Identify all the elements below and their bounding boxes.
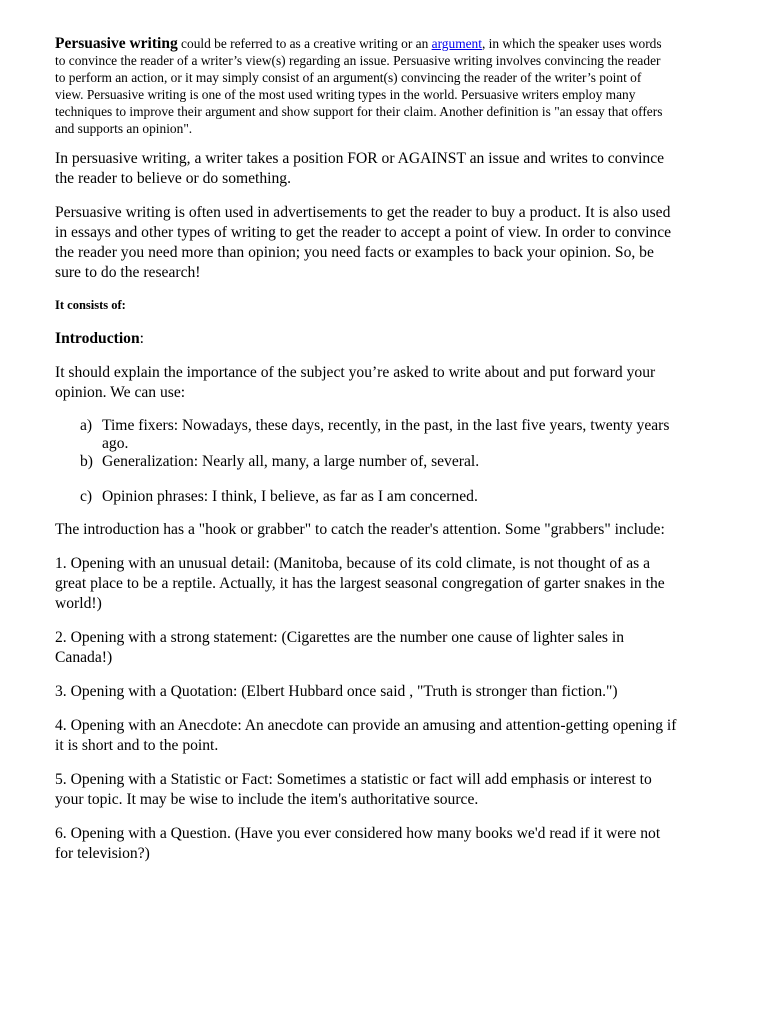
intro-text-before-link: could be referred to as a creative writing or an xyxy=(177,36,432,51)
introduction-heading-colon: : xyxy=(139,330,144,348)
list-item-text: Generalization: Nearly all, many, a large number of, several. xyxy=(102,453,480,471)
grabber-item: 1. Opening with an unusual detail: (Manitoba, because of its cold climate, is not thought of as a great place to be a reptile. Actually, it has the largest seasonal congregation of garter snakes in the world!) xyxy=(55,555,665,613)
argument-link[interactable]: argument xyxy=(431,36,482,51)
grabber-item: 3. Opening with a Quotation: (Elbert Hubbard once said , "Truth is stronger than fiction.") xyxy=(55,683,618,701)
introduction-heading xyxy=(55,329,768,349)
use-list xyxy=(80,417,680,506)
grabber-item: 2. Opening with a strong statement: (Cigarettes are the number one cause of lighter sales in Canada!) xyxy=(55,629,625,667)
list-marker: b) xyxy=(80,453,93,471)
list-marker: c) xyxy=(80,488,93,506)
position-paragraph: In persuasive writing, a writer takes a position FOR or AGAINST an issue and writes to convince the reader to believe or do something. xyxy=(55,150,665,188)
list-item xyxy=(80,417,680,453)
hook-paragraph: The introduction has a "hook or grabber" to catch the reader's attention. Some "grabbers" include: xyxy=(55,521,665,539)
grabber-item: 4. Opening with an Anecdote: An anecdote can provide an amusing and attention-getting opening if it is short and to the point. xyxy=(55,717,677,755)
grabber-item: 5. Opening with a Statistic or Fact: Sometimes a statistic or fact will add emphasis or interest to your topic. It may be wise to include the item's authoritative source. xyxy=(55,771,652,809)
list-item xyxy=(80,488,680,506)
list-item-text: Time fixers: Nowadays, these days, recently, in the past, in the last five years, twenty years ago. xyxy=(102,417,670,453)
list-marker: a) xyxy=(80,417,93,435)
usage-paragraph: Persuasive writing is often used in advertisements to get the reader to buy a product. It is also used in essays and other types of writing to get the reader to accept a point of view. In order to convince the reader you need more than opinion; you need facts or examples to back your opinion. So, be sure to do the research! xyxy=(55,204,672,282)
consists-of-label: It consists of: xyxy=(55,298,126,313)
introduction-heading-text: Introduction xyxy=(55,330,140,348)
intro-lead-term: Persuasive writing xyxy=(55,35,178,52)
grabber-item: 6. Opening with a Question. (Have you ever considered how many books we'd read if it were not for television?) xyxy=(55,825,661,863)
list-item xyxy=(80,453,680,471)
explain-paragraph: It should explain the importance of the subject you’re asked to write about and put forward your opinion. We can use: xyxy=(55,364,656,402)
intro-text-after-link: , in which the speaker uses words to convince the reader of a writer’s view(s) regarding an issue. Persuasive writing involves convincing the reader to perform an action, or it may simply consist of an argument(s) convincing the reader of the writer’s point of view. Persuasive writing is one of the most used writing types in the world. Persuasive writers employ many techniques to improve their argument and show support for their claim. Another definition is "an essay that offers and supports an opinion". xyxy=(55,36,663,136)
intro-paragraph xyxy=(55,36,670,137)
list-item-text: Opinion phrases: I think, I believe, as far as I am concerned. xyxy=(102,488,478,506)
